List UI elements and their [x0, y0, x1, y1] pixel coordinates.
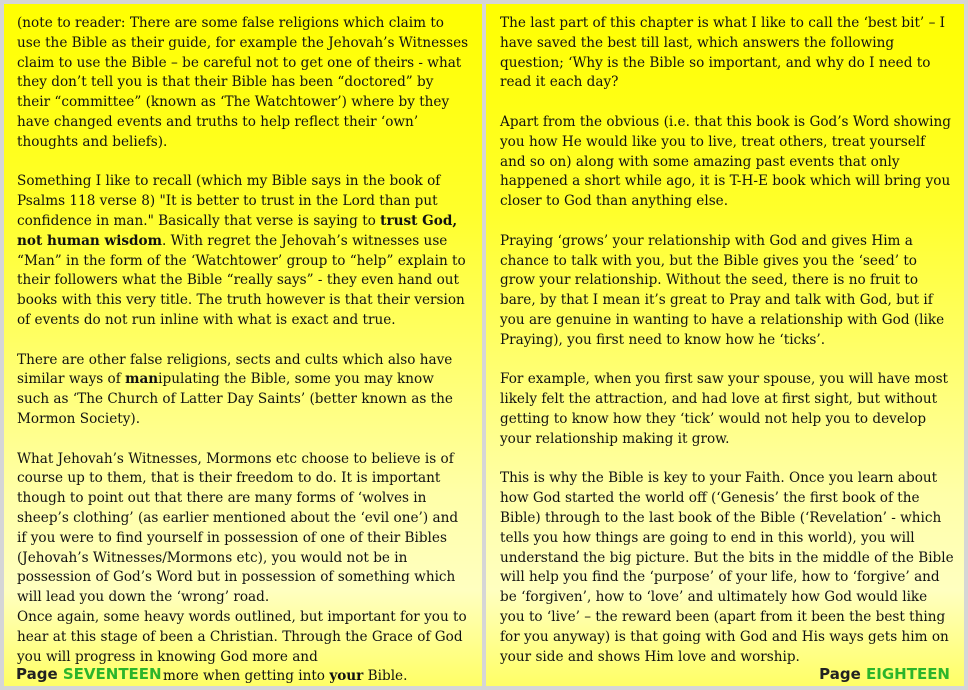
- right-paragraph-2: Apart from the obvious (i.e. that this book is God’s Word showing you how He would like you to live, treat others, treat yourself and so on) along with some amazing past events that only happened a short while ago, it is T-H-E book which will bring you closer to God than anything else.: [500, 113, 951, 210]
- right-paragraph-4: For example, when you first saw your spouse, you will have most likely felt the attraction, and had love at first sight, but without getting to know how they ‘tick’ would not help you to develop your relationship making it grow.: [500, 371, 949, 447]
- left-paragraph-3-bold: man: [125, 371, 159, 388]
- left-paragraph-2: [17, 172, 470, 330]
- right-paragraph-1: The last part of this chapter is what I like to call the ‘best bit’ – I have saved the best till last, which answers the following question; ‘Why is the Bible so important, and why do I need to read it each day?: [500, 15, 946, 91]
- left-last-line-bold: your: [329, 668, 364, 685]
- right-page: [486, 4, 964, 686]
- left-paragraph-2-bold: trust God, not human wisdom: [17, 212, 458, 249]
- page-number-label: Page: [16, 665, 58, 683]
- left-paragraph-2-text-a: Something I like to recall (which my Bible says in the book of Psalms 118 verse 8) "It is better to trust in the Lord than put confidence in man." Basically that verse is saying to: [17, 173, 441, 229]
- left-last-line-text-a: more when getting into: [163, 668, 330, 685]
- page-number-left: [16, 665, 162, 683]
- left-paragraph-4: What Jehovah’s Witnesses, Mormons etc choose to believe is of course up to them, that is their freedom to do. It is important though to point out that there are many forms of ‘wolves in sheep’s clothing’ (as earlier mentioned about the ‘evil one’) and if you were to find yourself in possession of one of their Bibles (Jehovah’s Witnesses/Mormons etc), you would not be in possession of God’s Word but in possession of something which will lead you down the ‘wrong’ road.: [17, 450, 459, 606]
- left-last-line-text-b: Bible.: [363, 668, 408, 685]
- right-paragraph-3: Praying ‘grows’ your relationship with God and gives Him a chance to talk with you, but the Bible gives you the ‘seed’ to grow your relationship. Without the seed, there is no fruit to bare, by that I mean it’s great to Pray and talk with God, but if you are genuine in wanting to have a relationship with God (like Praying), you first need to know how he ‘ticks’.: [500, 232, 945, 348]
- page-number-word: SEVENTEEN: [62, 665, 162, 683]
- left-paragraph-2-text-b: . With regret the Jehovah’s witnesses use “Man” in the form of the ‘Watchtower’ group to “help” explain to their followers what the Bible “really says” - they even hand out books with this very title. The truth however is that their version of events do not run inline with what is exact and true.: [17, 232, 466, 328]
- left-paragraph-3: [17, 351, 470, 430]
- left-paragraph-5: Once again, some heavy words outlined, but important for you to hear at this stage of been a Christian. Through the Grace of God you will progress in knowing God more and: [17, 608, 467, 665]
- left-paragraph-3-text-b: ipulating the Bible, some you may know such as ‘The Church of Latter Day Saints’ (better known as the Mormon Society).: [17, 371, 453, 427]
- right-page-text: [486, 4, 964, 667]
- left-paragraph-3-text-a: There are other false religions, sects and cults which also have similar ways of: [17, 351, 453, 388]
- page-number-right: [819, 665, 950, 683]
- page-number-label: Page: [819, 665, 861, 683]
- page-number-word: EIGHTEEN: [866, 665, 950, 683]
- left-page: [4, 4, 482, 686]
- right-paragraph-5: This is why the Bible is key to your Faith. Once you learn about how God started the world off (‘Genesis’ the first book of the Bible) through to the last book of the Bible (‘Revelation’ - which tells you how things are going to end in this world), you will understand the big picture. But the bits in the middle of the Bible will help you find the ‘purpose’ of your life, how to ‘forgive’ and be ‘forgiven’, how to ‘love’ and ultimately how God would like you to ‘live’ – the reward been (apart from it been the best thing for you anyway) is that going with God and His ways gets him on your side and shows Him love and worship.: [500, 470, 954, 665]
- left-paragraph-1: (note to reader: There are some false religions which claim to use the Bible as their guide, for example the Jehovah’s Witnesses claim to use the Bible – be careful not to get one of theirs - what they don’t tell you is that their Bible has been “doctored” by their “committee” (known as ‘The Watchtower’) where by they have changed events and truths to help reflect their ‘own’ thoughts and beliefs).: [17, 15, 469, 150]
- left-page-text: [4, 4, 482, 686]
